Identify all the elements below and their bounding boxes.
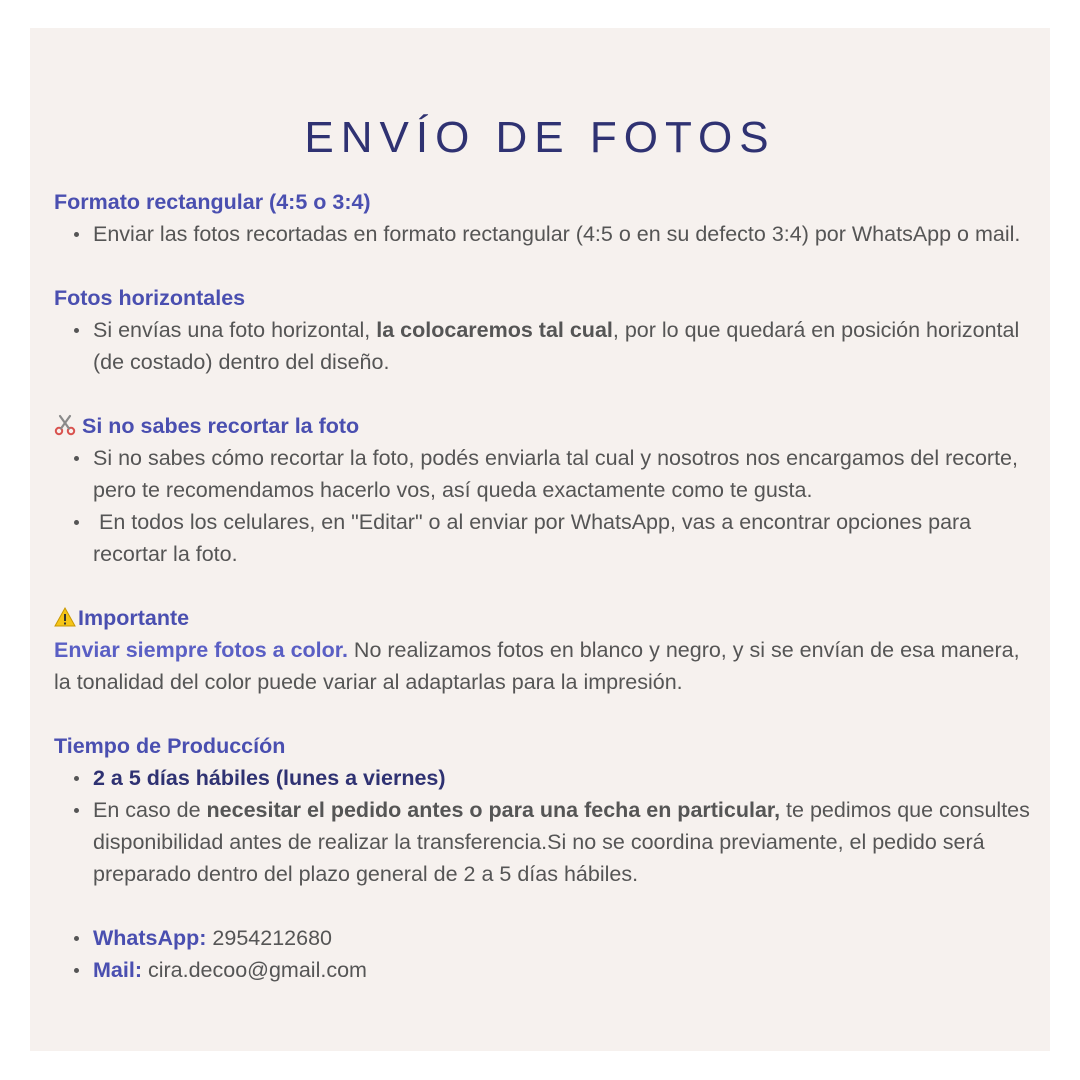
text: Si envías una foto horizontal, [93,318,377,342]
lead-text: Enviar siempre fotos a color. [54,638,348,662]
text: En caso de [93,798,207,822]
warning-icon [54,605,76,627]
bullet-list [54,218,1034,250]
scissors-icon [54,413,76,435]
section-heading-label: Si no sabes recortar la foto [82,414,360,438]
section-recortar [54,410,1034,570]
bold-text: necesitar el pedido antes o para una fecha en particular, [206,798,781,822]
list-item [93,794,1034,890]
content [54,186,1034,1018]
bullet-list [54,762,1034,890]
text: No realizamos fotos en blanco y negro, y si se envían de esa manera, la tonalidad del color puede variar al adaptarlas para la impresión. [54,638,1020,694]
info-card [30,28,1050,1051]
section-heading: Tiempo de Produccíón [54,734,286,758]
list-item [93,762,1034,794]
bold-text: 2 a 5 días hábiles (lunes a viernes) [93,766,446,790]
list-item: En todos los celulares, en "Editar" o al enviar por WhatsApp, vas a encontrar opciones para recortar la foto. [93,506,1034,570]
section-formato [54,186,1034,250]
contact-mail [93,954,1034,986]
section-heading: Formato rectangular (4:5 o 3:4) [54,190,371,214]
contact-whatsapp [93,922,1034,954]
mail-address[interactable]: cira.decoo@gmail.com [141,958,367,982]
paragraph [54,634,1034,698]
section-heading [54,602,1034,634]
whatsapp-label: WhatsApp: [93,926,207,950]
section-produccion [54,730,1034,890]
mail-label: Mail: [93,958,142,982]
section-heading-label: Importante [78,606,190,630]
list-item: Si no sabes cómo recortar la foto, podés enviarla tal cual y nosotros nos encargamos del recorte, pero te recomendamos hacerlo vos, así queda exactamente como te gusta. [93,442,1034,506]
section-heading [54,410,1034,442]
text: te pedimos que consultes disponibilidad antes de realizar la transferencia.Si no se coordina previamente, el pedido será preparado dentro del plazo general de 2 a 5 días hábiles. [93,798,1030,886]
contact-list [54,922,1034,986]
text: , por lo que quedará en posición horizontal (de costado) dentro del diseño. [93,318,1020,374]
section-horizontales [54,282,1034,378]
bold-text: la colocaremos tal cual [376,318,613,342]
section-heading: Fotos horizontales [54,286,246,310]
list-item: Enviar las fotos recortadas en formato rectangular (4:5 o en su defecto 3:4) por WhatsApp o mail. [93,218,1034,250]
bullet-list [54,314,1034,378]
whatsapp-number[interactable]: 2954212680 [206,926,332,950]
section-contacto [54,922,1034,986]
list-item [93,314,1034,378]
bullet-list [54,442,1034,570]
page-title: ENVÍO DE FOTOS [304,113,776,162]
section-importante [54,602,1034,698]
